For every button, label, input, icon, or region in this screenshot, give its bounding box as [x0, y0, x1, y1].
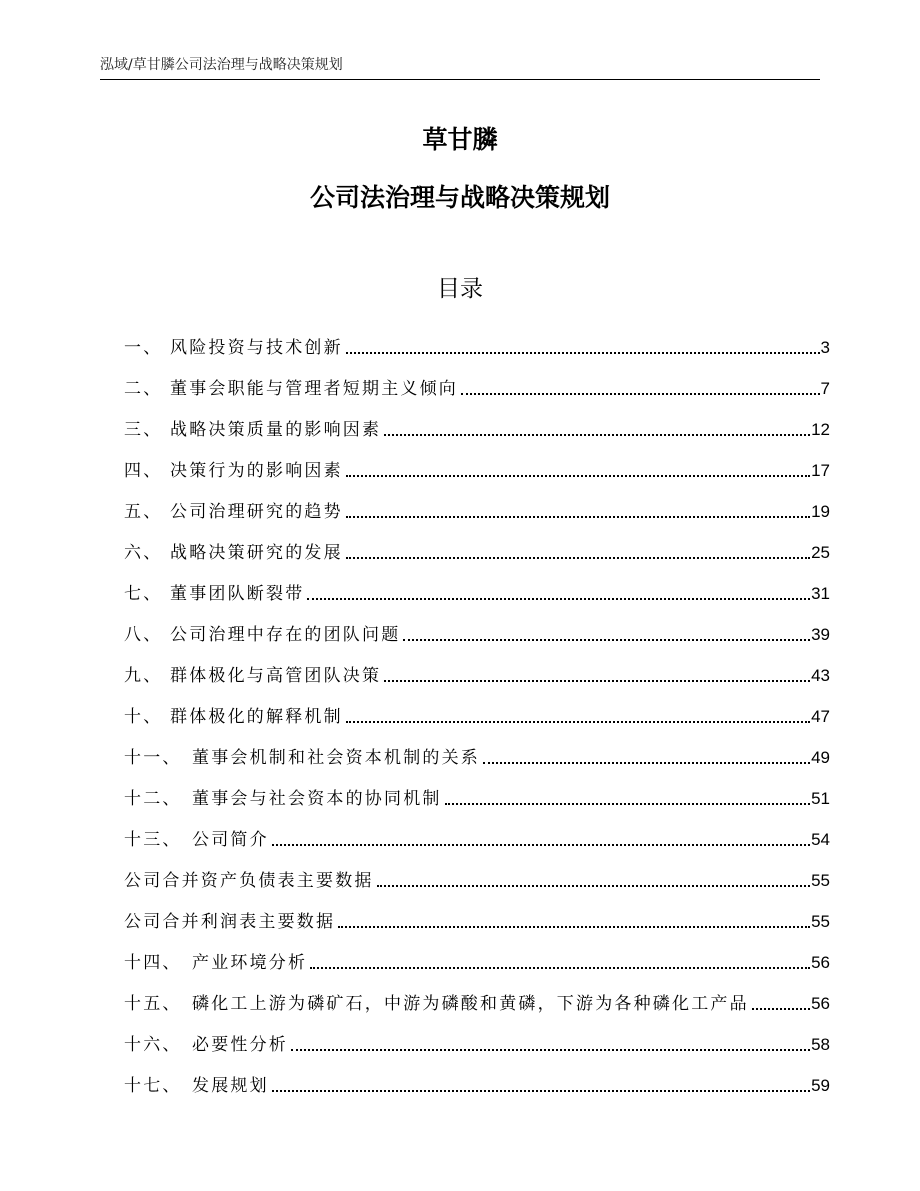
toc-entry[interactable]	[124, 318, 830, 359]
toc-entry-page-number: 49	[811, 748, 830, 767]
toc-entry-label	[124, 747, 480, 769]
toc-entry-label	[124, 419, 381, 441]
toc-entry-page-number: 3	[820, 338, 830, 357]
toc-entry-page-number: 43	[811, 666, 830, 685]
toc-leader-dots	[346, 557, 810, 559]
toc-entry-label	[124, 952, 307, 974]
toc-leader-dots	[291, 1049, 810, 1051]
toc-leader-dots	[338, 926, 810, 928]
toc-entry-text: 董事会职能与管理者短期主义倾向	[170, 379, 458, 399]
toc-heading: 目录	[437, 276, 483, 302]
toc-entry[interactable]	[124, 482, 830, 523]
toc-entry-label	[124, 337, 343, 359]
toc-entry-text: 董事会机制和社会资本机制的关系	[192, 748, 480, 768]
toc-leader-dots	[403, 639, 810, 641]
toc-leader-dots	[346, 721, 810, 723]
document-title-line1: 草甘膦	[422, 125, 498, 154]
toc-entry-label	[124, 1075, 269, 1097]
toc-entry[interactable]	[124, 646, 830, 687]
toc-entry-number: 四、	[124, 461, 163, 481]
toc-leader-dots	[346, 516, 810, 518]
toc-entry-label	[124, 1034, 288, 1056]
toc-leader-dots	[384, 680, 810, 682]
toc-entry-label	[124, 993, 749, 1015]
toc-leader-dots	[310, 967, 810, 969]
toc-entry-page-number: 39	[811, 625, 830, 644]
toc-entry-number: 二、	[124, 379, 163, 399]
toc-entry-label	[124, 911, 335, 933]
toc-entry-text: 战略决策研究的发展	[170, 543, 343, 563]
toc-entry-number: 一、	[124, 338, 163, 358]
toc-leader-dots	[307, 598, 810, 600]
toc-entry-page-number: 19	[811, 502, 830, 521]
toc-entry-label	[124, 665, 381, 687]
document-title-line2: 公司法治理与战略决策规划	[309, 183, 610, 212]
toc-entry[interactable]	[124, 769, 830, 810]
toc-entry-label	[124, 542, 343, 564]
toc-leader-dots	[461, 393, 820, 395]
toc-entry-page-number: 17	[811, 461, 830, 480]
toc-entry-number: 八、	[124, 625, 163, 645]
toc-entry-text: 战略决策质量的影响因素	[170, 420, 382, 440]
header-divider	[100, 79, 820, 80]
toc-entry-number: 十六、	[124, 1035, 182, 1055]
toc-leader-dots	[483, 762, 810, 764]
toc-entry[interactable]	[124, 564, 830, 605]
toc-entry[interactable]	[124, 851, 830, 892]
toc-leader-dots	[445, 803, 810, 805]
toc-entry-number: 三、	[124, 420, 163, 440]
toc-entry-label	[124, 870, 374, 892]
toc-entry-label	[124, 501, 343, 523]
toc-entry-text: 董事团队断裂带	[170, 584, 305, 604]
toc-entry[interactable]	[124, 933, 830, 974]
toc-entry[interactable]	[124, 441, 830, 482]
toc-entry-text: 公司治理中存在的团队问题	[170, 625, 401, 645]
toc-entry[interactable]	[124, 810, 830, 851]
toc-entry-label	[124, 624, 400, 646]
toc-entry[interactable]	[124, 974, 830, 1015]
running-header: 泓域/草甘膦公司法治理与战略决策规划	[100, 57, 343, 73]
toc-entry-text: 磷化工上游为磷矿石，中游为磷酸和黄磷，下游为各种磷化工产品	[192, 994, 749, 1014]
toc-entry-page-number: 55	[811, 912, 830, 931]
toc-entry[interactable]	[124, 728, 830, 769]
toc-entry-label	[124, 829, 269, 851]
toc-entry[interactable]	[124, 359, 830, 400]
toc-entry[interactable]	[124, 605, 830, 646]
toc-entry-label	[124, 788, 442, 810]
toc-entry-text: 公司简介	[192, 830, 269, 850]
toc-entry-page-number: 51	[811, 789, 830, 808]
toc-entry-page-number: 56	[811, 994, 830, 1013]
toc-entry-number: 六、	[124, 543, 163, 563]
toc-entry[interactable]	[124, 400, 830, 441]
toc-entry[interactable]	[124, 1015, 830, 1056]
toc-entry[interactable]	[124, 1056, 830, 1097]
toc-entry-text: 公司治理研究的趋势	[170, 502, 343, 522]
toc-entry-number: 十四、	[124, 953, 182, 973]
toc-entry[interactable]	[124, 687, 830, 728]
toc-entry-page-number: 55	[811, 871, 830, 890]
toc-entry-text: 决策行为的影响因素	[170, 461, 343, 481]
toc-entry-text: 发展规划	[192, 1076, 269, 1096]
toc-leader-dots	[346, 475, 810, 477]
toc-leader-dots	[272, 1090, 810, 1092]
toc-entry-number: 十五、	[124, 994, 182, 1014]
toc-leader-dots	[377, 885, 810, 887]
toc-entry-text: 产业环境分析	[192, 953, 308, 973]
toc-entry-text: 公司合并资产负债表主要数据	[124, 871, 374, 891]
toc-leader-dots	[384, 434, 810, 436]
toc-entry-number: 十一、	[124, 748, 182, 768]
table-of-contents	[124, 318, 830, 1097]
toc-entry-page-number: 59	[811, 1076, 830, 1095]
toc-entry-number: 九、	[124, 666, 163, 686]
toc-entry-text: 群体极化与高管团队决策	[170, 666, 382, 686]
toc-entry-label	[124, 460, 343, 482]
toc-entry-number: 七、	[124, 584, 163, 604]
toc-entry-page-number: 12	[811, 420, 830, 439]
toc-entry-page-number: 7	[820, 379, 830, 398]
toc-entry-number: 十三、	[124, 830, 182, 850]
toc-entry-text: 风险投资与技术创新	[170, 338, 343, 358]
toc-entry-label	[124, 583, 304, 605]
toc-entry-text: 公司合并利润表主要数据	[124, 912, 336, 932]
toc-leader-dots	[272, 844, 810, 846]
toc-entry-page-number: 25	[811, 543, 830, 562]
toc-entry-page-number: 31	[811, 584, 830, 603]
toc-entry-label	[124, 706, 343, 728]
toc-entry-text: 董事会与社会资本的协同机制	[192, 789, 442, 809]
toc-entry-number: 五、	[124, 502, 163, 522]
toc-entry-page-number: 47	[811, 707, 830, 726]
toc-entry-number: 十、	[124, 707, 163, 727]
toc-entry-label	[124, 378, 458, 400]
toc-entry-page-number: 56	[811, 953, 830, 972]
toc-leader-dots	[752, 1008, 810, 1010]
toc-entry[interactable]	[124, 523, 830, 564]
toc-entry-text: 必要性分析	[192, 1035, 288, 1055]
toc-entry[interactable]	[124, 892, 830, 933]
toc-entry-number: 十二、	[124, 789, 182, 809]
toc-entry-page-number: 58	[811, 1035, 830, 1054]
toc-entry-number: 十七、	[124, 1076, 182, 1096]
toc-entry-page-number: 54	[811, 830, 830, 849]
toc-entry-text: 群体极化的解释机制	[170, 707, 343, 727]
toc-leader-dots	[346, 352, 820, 354]
